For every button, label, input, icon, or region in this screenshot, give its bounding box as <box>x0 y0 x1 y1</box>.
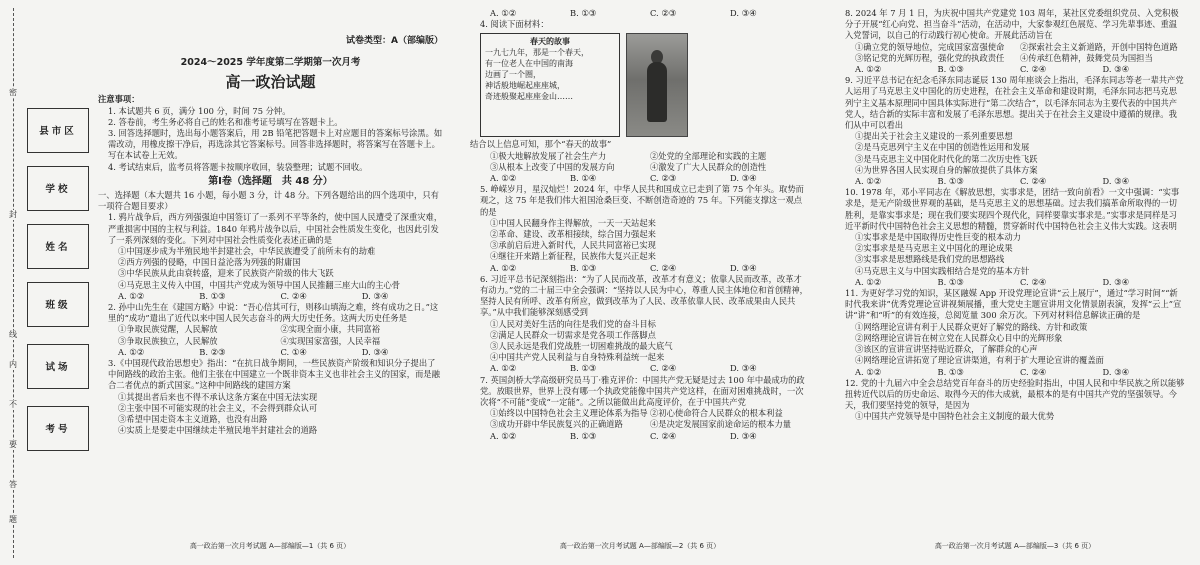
historical-photo <box>626 33 688 137</box>
note-item: 2. 答卷前，考生务必将自己的姓名和准考证号填写在答题卡上。 <box>108 116 343 127</box>
question-options: ①争取民族觉醒，人民解放 ②实现全面小康，共同富裕 ③争取民族独立，人民解放 ④实现国家富强，人民幸福 <box>118 324 381 346</box>
question-option: ②西方列强的侵略，中国日益沦落为列强的附庸国 <box>118 257 301 268</box>
question-option: ①人民对美好生活的向往是我们党的奋斗目标 <box>490 318 656 329</box>
seal-char: 线 <box>6 330 20 340</box>
question-option: ③实事求是思想路线是我们党的思想路线 <box>855 254 1005 265</box>
note-item: 1. 本试题共 6 页，满分 100 分，时间 75 分钟。 <box>108 105 291 116</box>
question-option: ①提出关于社会主义建设的一系列重要思想 <box>855 131 1013 142</box>
field-box-school[interactable]: 学校 <box>27 166 89 211</box>
question-option: ①中国人民翻身作主得解放，一天一天站起来 <box>490 217 656 228</box>
question-option: ①其提出者后来也不得不承认这条方案在中国无法实现 <box>118 391 318 402</box>
field-box-class[interactable]: 班级 <box>27 282 89 327</box>
question-stem: 1. 鸦片战争后，西方列强强迫中国签订了一系列不平等条约，使中国人民遭受了深重灾难，严重损害中国的主权与利益。1840 年鸦片战争以后，中国社会性质发生变化，也因此引发了一系列深刻的变化。下列对中国社会性质变化表述正确的是 <box>108 212 443 245</box>
question-option: ③承前启后进入新时代，人民共同富裕已实现 <box>490 240 656 251</box>
question-options: ①极大地解放发展了社会生产力 ②处党的全部理论和实践的主题 ③从根本上改变了中国的发展方向 ④激发了广大人民群众的创造性 <box>490 150 767 172</box>
question-stem: 11. 为更好学习党的知识，某区融媒 App 开设党理论宣讲“云上展厅”，通过“学习时间”“新时代我来讲”优秀党理论宣讲视频展播，重大党史主题宣讲用文化情景剧表演，发挥“云上”宣讲“讲”和“听”的有效连接，总阅览量 300 余万次。下列对材料信息解读正确的是 <box>845 288 1182 321</box>
note-item: 3. 回答选择题时，选出每小题答案后，用 2B 铅笔把答题卡上对应题目的答案标号涂黑。如需改动，用橡皮擦干净后，再选涂其它答案标号。回答非选择题时，将答案写在答题卡上。写在本试卷上无效。 <box>108 128 443 161</box>
answer-choices: A. ①② B. ①③ C. ②④ D. ③④ <box>855 64 1130 75</box>
question-option: ②满足人民群众一切需求是党各项工作落脚点 <box>490 329 656 340</box>
answer-choices: A. ①② B. ①③ C. ②④ D. ③④ <box>118 290 389 301</box>
question-stem: 8. 2024 年 7 月 1 日，为庆祝中国共产党建党 103 周年，某社区党委组织党员、入党积极分子开展“红心向党、担当奋斗”活动，在活动中，大家参观红色展览、学习先辈事迹、重温入党誓词，以自己的行动践行初心使命。开展此活动旨在 <box>845 8 1179 41</box>
poem-line: 神话般地崛起座座城， <box>485 81 565 91</box>
question-option: ②是马克思列宁主义在中国的创造性运用和发展 <box>855 142 1030 153</box>
poem-line: 有一位老人在中国的南海 <box>485 59 573 69</box>
seal-char: 密 <box>6 88 20 98</box>
answer-choices: A. ①② B. ①③ C. ②④ D. ③④ <box>490 262 757 273</box>
answer-choices: A. ①② B. ①③ C. ②④ D. ③④ <box>490 363 757 374</box>
question-option: ②实事求是是马克思主义中国化的理论成果 <box>855 243 1013 254</box>
page-column-2 <box>470 8 810 528</box>
field-box-room[interactable]: 试场 <box>27 344 89 389</box>
page-footer: 高一政治第一次月考试题 A—部编版—2（共 6 页） <box>559 542 721 550</box>
seal-char: 答 <box>6 480 20 490</box>
binding-strip <box>0 0 92 565</box>
question-option: ④实质上是要走中国继续走半殖民地半封建社会的道路 <box>118 425 318 436</box>
page-column-1 <box>98 8 443 528</box>
question-option: ③该区的宣讲宣讲坚持贴近群众，了解群众的心声 <box>855 344 1038 355</box>
exam-year: 2024～2025 学年度第二学期第一次月考 <box>180 57 361 69</box>
question-stem: 3.《中国现代政治思想史》指出：“在抗日战争期间，一些民族资产阶级和知识分子提出了中间路线的政治主张。他们主张在中国建立一个既非资本主义也非社会主义的国家，而是融合二者优点的新式国家。”这种中间路线的建国方案 <box>108 358 440 391</box>
question-option: ①中国共产党领导是中国特色社会主义制度的最大优势 <box>855 411 1055 422</box>
answer-choices: A. ①② B. ②③ C. ①④ D. ③④ <box>118 346 389 357</box>
poem-line: 奇迹般聚起座座金山…… <box>485 92 573 102</box>
seal-char: 封 <box>6 210 20 220</box>
answer-choices: A. ①② B. ①③ C. ②④ D. ③④ <box>490 430 757 441</box>
question-stem: 2. 孙中山先生在《建国方略》中说：“吾心信其可行，则移山填海之难，终有成功之日。”这里的“成功”遣出了近代以来中国人民矢志奋斗的两大历史任务。这两大历史任务是 <box>108 302 439 324</box>
poem-line: 边画了一个圈， <box>485 70 541 80</box>
answer-choices: A. ①② B. ①③ C. ②④ D. ③④ <box>855 366 1130 377</box>
question-stem: 12. 党的十九届六中全会总结党百年奋斗的历史经验时指出，中国人民和中华民族之所以能够扭转近代以后的历史命运、取得今天的伟大成就，最根本的是有中国共产党的坚强领导。今天，我们要坚持党的领导，是因为 <box>845 377 1185 411</box>
question-stem: 6. 习近平总书记深刻指出：“为了人民而改革，改革才有意义；依靠人民而改革，改革才有动力。”党的二十届三中全会强调：“坚持以人民为中心，尊重人民主体地位和首创精神，坚持人民有所呼、改革有所应，做到改革为了人民、改革依靠人民、改革成果由人民共享。”从中我们能够深刻感受到 <box>480 273 808 318</box>
notes-heading: 注意事项： <box>98 94 140 105</box>
seal-char: 要 <box>6 440 20 450</box>
question-options: ①始终以中国特色社会主义理论体系为指导 ②初心使命符合人民群众的根本利益 ③成功开辟中华民族复兴的正确道路 ④是决定发展国家前途命运的根本力量 <box>490 408 792 430</box>
question-option: ②革命、建设、改革相接续，综合国力强起来 <box>490 229 656 240</box>
page-footer: 高一政治第一次月考试题 A—部编版—3（共 6 页） <box>934 542 1096 550</box>
answer-choices: A. ①② B. ①③ C. ②④ D. ③④ <box>855 176 1130 187</box>
field-box-exam-number[interactable]: 考号 <box>27 406 89 451</box>
question-stem: 10. 1978 年，邓小平同志在《解放思想，实事求是，团结一致向前看》一文中强调：“实事求是，是无产阶级世界观的基础，是马克思主义的思想基础。过去我们搞革命所取得的一切胜利，是靠实事求是；现在我们要实现四个现代化，同样要靠实事求是。”实事求是同样是习近平新时代中国特色社会主义思想的精髓，贯穿新时代中国特色社会主义伟大实践。这表明 <box>845 187 1180 231</box>
seal-char: 不 <box>6 400 20 410</box>
question-option: ③人民永远是我们党战胜一切困难挑战的最大底气 <box>490 341 673 352</box>
question-option: ②网络理论宣讲旨在树立党在人民群众心目中的光辉形象 <box>855 332 1063 343</box>
question-option: ④马克思主义传入中国，中国共产党成为领导中国人民推翻三座大山的主心骨 <box>118 279 401 290</box>
exam-type: 试卷类型：A（部编版） <box>346 36 443 46</box>
question-stem: 7. 英国剑桥大学高级研究员马丁·雅克评价：中国共产党无疑是过去 100 年中最成功的政党。放眼世界，世界上没有哪一个执政党能像中国共产党这样，在面对困难挑战时，一次次将“不可能”变成“一定能”。之所以能做出此高度评价，在于中国共产党 <box>480 374 805 408</box>
question-options: ①确立党的领导地位，完成国家富强使命 ②探索社会主义新道路，开创中国特色道路 ③铭记党的光辉历程，强化党的执政责任 ④传承红色精神，鼓舞党员为国担当 <box>855 41 1178 63</box>
question-option: ③是马克思主义中国化时代化的第二次历史性飞跃 <box>855 153 1038 164</box>
question-option: ④继往开来踏上新征程，民族伟大复兴正起来 <box>490 251 656 262</box>
question-option: ②主张中国不可能实现的社会主义，不会得到群众认可 <box>118 402 318 413</box>
seal-char: 内 <box>6 360 20 370</box>
question-option: ③希望中国走资本主义道路，也没有出路 <box>118 414 268 425</box>
question-option: ③中华民族从此由衰转盛，迎来了民族资产阶级的伟大飞跃 <box>118 268 334 279</box>
answer-choices: A. ①② B. ①③ C. ②③ D. ③④ <box>490 8 757 18</box>
poem-box <box>480 33 620 137</box>
question-option: ①实事求是是中国取得历史性巨变的根本动力 <box>855 232 1021 243</box>
material-box <box>480 33 810 137</box>
page-column-3 <box>835 8 1185 528</box>
question-stem: 5. 峥嵘岁月，星汉灿烂！2024 年，中华人民共和国成立已走到了第 75 个年头。取势而观之，这 75 年是我们伟大祖国沧桑巨变、不断创造奇迹的 75 年。下列能支撑这一观点的是 <box>480 184 804 217</box>
question-option: ①中国逐步成为半殖民地半封建社会，中华民族遭受了前所未有的劫难 <box>118 246 376 257</box>
answer-choices: A. ①② B. ①④ C. ②③ D. ③④ <box>490 173 757 184</box>
page-footer: 高一政治第一次月考试题 A—部编版—1（共 6 页） <box>189 542 351 550</box>
question-stem: 9. 习近平总书记在纪念毛泽东同志诞辰 130 周年座谈会上指出，毛泽东同志等老一辈共产党人运用了马克思主义中国化的历史进程，在社会主义革命和建设时期，毛泽东同志把马克思列宁主义基本原理同中国具体实际进行“第二次结合”，以毛泽东同志为主要代表的中国共产党人，结合新的实际丰富和发展了毛泽东思想。提出关于在社会主义建设中遵循的规律。我们从中可以看出 <box>845 75 1184 131</box>
section-heading: 一、选择题（本大题共 16 小题，每小题 3 分，计 48 分。下列各题给出的四个选项中，只有一项符合题目要求） <box>98 190 439 212</box>
part-heading: 第Ⅰ卷（选择题 共 48 分） <box>208 175 333 187</box>
question-option: ④网络理论宣讲拓宽了理论宣讲渠道，有利于扩大理论宣讲的覆盖面 <box>855 355 1104 366</box>
seal-char: 题 <box>6 515 20 525</box>
question-option: ④中国共产党人民利益与自身特殊利益统一起来 <box>490 352 665 363</box>
poem-line: 一九七九年，那是一个春天， <box>485 48 589 58</box>
answer-choices: A. ①② B. ①③ C. ②④ D. ③④ <box>855 276 1130 287</box>
question-text: 结合以上信息可知，那个“春天的故事” <box>470 139 612 150</box>
field-box-name[interactable]: 姓名 <box>27 224 89 269</box>
question-option: ④马克思主义与中国实践相结合是党的基本方针 <box>855 265 1030 276</box>
question-stem: 4. 阅读下面材料： <box>480 19 549 30</box>
question-option: ④为世界各国人民实现自身的解放提供了具体方案 <box>855 164 1038 175</box>
field-box-county[interactable]: 县市区 <box>27 108 89 153</box>
note-item: 4. 考试结束后，监考员将答题卡按顺序收回，装袋整理；试题不回收。 <box>108 161 368 172</box>
exam-title: 高一政治试题 <box>225 73 316 92</box>
question-option: ①网络理论宣讲有利于人民群众更好了解党的路线、方针和政策 <box>855 321 1088 332</box>
poem-title: 春天的故事 <box>530 36 570 47</box>
